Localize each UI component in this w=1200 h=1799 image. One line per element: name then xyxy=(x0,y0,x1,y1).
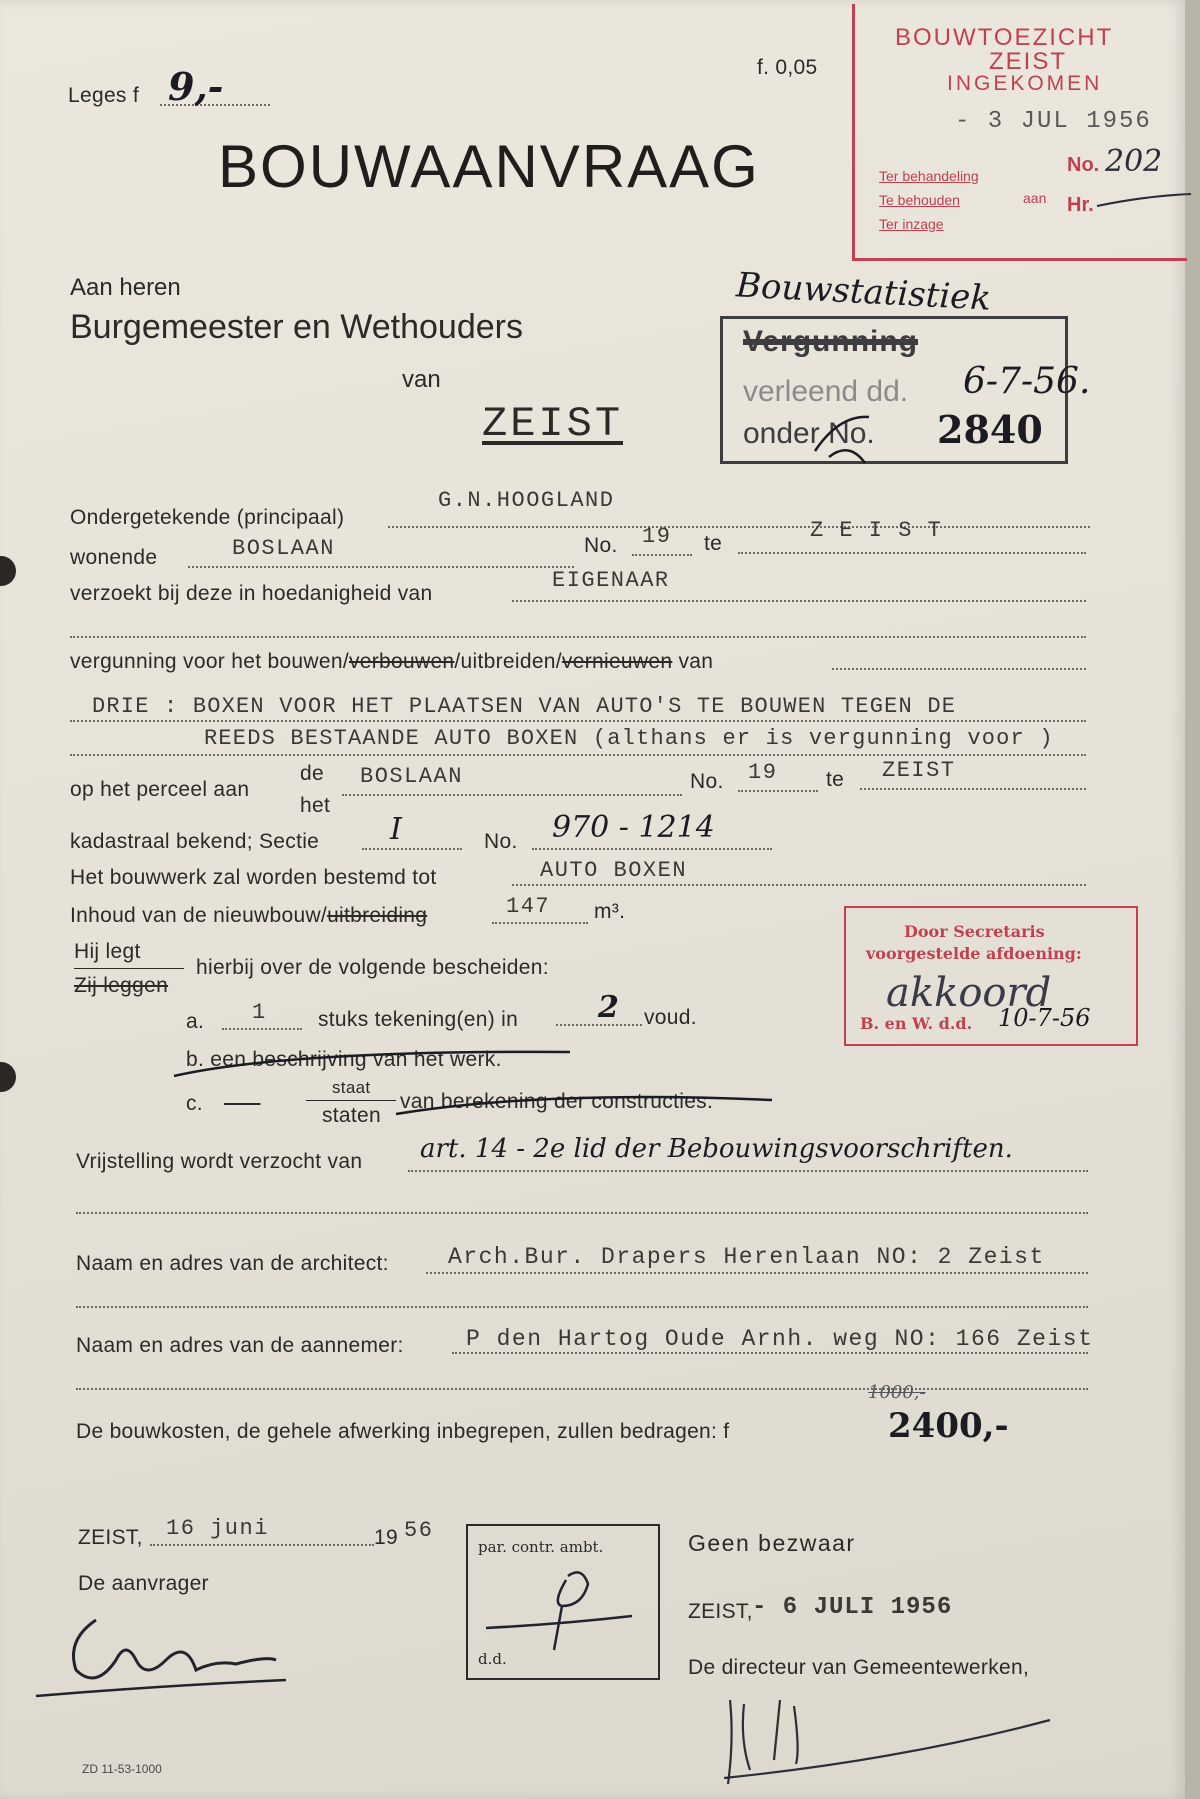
dotted-line xyxy=(532,848,772,850)
dotted-line xyxy=(70,754,1086,756)
dotted-line xyxy=(738,552,1086,554)
doc-c-strike xyxy=(392,1084,792,1124)
aan-label: aan xyxy=(1023,190,1047,206)
doc-a-text: stuks tekening(en) in xyxy=(318,1008,519,1031)
permit-onder-label: onder No. xyxy=(743,417,875,450)
leges-value: 9,- xyxy=(168,64,224,109)
volume-value: 147 xyxy=(506,894,551,919)
zij-leggen: Zij leggen xyxy=(74,974,169,997)
doc-a-letter: a. xyxy=(186,1010,205,1033)
capacity-label: verzoekt bij deze in hoedanigheid van xyxy=(70,582,433,605)
doc-c-staat: staat xyxy=(332,1078,371,1097)
parcel-street: BOSLAAN xyxy=(360,764,463,789)
documents-intro: hierbij over de volgende bescheiden: xyxy=(196,956,549,979)
page-title: BOUWAANVRAAG xyxy=(218,133,760,200)
dotted-line xyxy=(222,1028,302,1030)
description-line-2: REEDS BESTAANDE AUTO BOXEN (althans er is vergunning voor ) xyxy=(204,726,1054,751)
costs-value: 2400,- xyxy=(888,1406,1009,1446)
dotted-line xyxy=(342,794,682,796)
doc-a-count: 1 xyxy=(252,1000,267,1025)
dotted-line xyxy=(76,1306,1088,1308)
signature-date: 16 juni xyxy=(166,1516,269,1541)
control-box-title: par. contr. ambt. xyxy=(478,1538,604,1556)
permit-verleend-value: 6-7-56. xyxy=(963,361,1091,402)
doc-c-text: van berekening der constructies. xyxy=(400,1090,714,1113)
received-no-label: No. xyxy=(1067,154,1100,176)
architect-label: Naam en adres van de architect: xyxy=(76,1252,389,1275)
dotted-line xyxy=(452,1352,1088,1354)
geen-bezwaar: Geen bezwaar xyxy=(688,1530,856,1556)
received-stamp-line-1: BOUWTOEZICHT xyxy=(895,24,1114,51)
approval-place: ZEIST, xyxy=(688,1600,753,1623)
permit-onder-value: 2840 xyxy=(937,407,1043,452)
form-code: ZD 11-53-1000 xyxy=(82,1762,162,1776)
applicant-signature xyxy=(36,1600,296,1710)
punch-hole xyxy=(0,556,16,586)
parcel-de: de xyxy=(300,762,324,785)
secretary-line-2: voorgestelde afdoening: xyxy=(866,944,1082,963)
dotted-line xyxy=(512,600,1086,602)
applicant-sign-label: De aanvrager xyxy=(78,1572,209,1595)
fraction-line xyxy=(306,1100,396,1101)
addressee-line-3: van xyxy=(402,366,441,393)
dotted-line xyxy=(388,526,1090,528)
received-hr-label: Hr. xyxy=(1067,194,1094,216)
secretary-handwritten: akkoord xyxy=(886,970,1052,1016)
punch-hole xyxy=(0,1062,16,1092)
dotted-line xyxy=(632,554,692,556)
signature-year-prefix: 19 xyxy=(374,1526,398,1549)
wonende-value: BOSLAAN xyxy=(232,536,335,561)
addressee-line-1: Aan heren xyxy=(70,274,181,301)
dotted-line xyxy=(70,636,1086,638)
dotted-line xyxy=(408,1170,1088,1172)
municipality: ZEIST xyxy=(482,400,624,448)
received-date: - 3 JUL 1956 xyxy=(955,108,1152,135)
permit-hand-stroke xyxy=(809,407,889,467)
permit-handwritten-note: Bouwstatistiek xyxy=(735,265,992,319)
doc-c-dash: ----- xyxy=(224,1092,261,1115)
costs-label: De bouwkosten, de gehele afwerking inbegrepen, zullen bedragen: f xyxy=(76,1420,730,1443)
dotted-line xyxy=(188,566,574,568)
doc-b-strike xyxy=(170,1040,590,1080)
parcel-no-label: No. xyxy=(690,770,724,793)
costs-old-value: 1000,- xyxy=(868,1382,926,1403)
dotted-line xyxy=(70,720,1086,722)
dotted-line xyxy=(832,668,1086,670)
parcel-label: op het perceel aan xyxy=(70,778,250,801)
permit-verleend-label: verleend dd. xyxy=(743,375,909,408)
dotted-line xyxy=(76,1212,1088,1214)
signature-place: ZEIST, xyxy=(78,1526,143,1549)
doc-a-fold: 2 xyxy=(598,990,619,1025)
dotted-line xyxy=(362,848,462,850)
dotted-line xyxy=(150,1544,374,1546)
capacity-value: EIGENAAR xyxy=(552,568,670,593)
addressee-line-2: Burgemeester en Wethouders xyxy=(70,308,523,346)
secretary-line-1: Door Secretaris xyxy=(904,922,1045,941)
received-stamp xyxy=(852,4,1187,261)
ter-inzage: Ter inzage xyxy=(879,216,944,232)
applicant-label: Ondergetekende (principaal) xyxy=(70,506,345,529)
dotted-line xyxy=(426,1272,1088,1274)
received-stamp-line-2: ZEIST xyxy=(989,48,1068,75)
description-line-1: DRIE : BOXEN VOOR HET PLAATSEN VAN AUTO'S TE BOUWEN TEGEN DE xyxy=(92,694,957,719)
dotted-line xyxy=(738,790,818,792)
parcel-te-value: ZEIST xyxy=(882,758,956,783)
director-signature xyxy=(720,1660,1080,1790)
applicant-name: G.N.HOOGLAND xyxy=(438,488,615,513)
parcel-het: het xyxy=(300,794,331,817)
permit-stamp xyxy=(720,316,1091,464)
exemption-value: art. 14 - 2e lid der Bebouwingsvoorschriften. xyxy=(420,1134,1013,1164)
hr-handwritten-stroke xyxy=(1095,190,1195,210)
hij-legt: Hij legt xyxy=(74,940,141,963)
permit-request-label: vergunning voor het bouwen/verbouwen/uitbreiden/vernieuwen van xyxy=(70,650,714,673)
doc-a-unit: voud. xyxy=(644,1006,697,1029)
house-no-value: 19 xyxy=(642,524,672,549)
control-box-signature xyxy=(482,1566,642,1656)
cadastral-label: kadastraal bekend; Sectie xyxy=(70,830,320,853)
wonende-label: wonende xyxy=(70,546,158,569)
signature-year-suffix: 56 xyxy=(404,1518,434,1543)
control-box xyxy=(466,1524,660,1680)
dotted-line xyxy=(860,788,1086,790)
te-label: te xyxy=(704,532,723,555)
dotted-line xyxy=(492,922,588,924)
purpose-label: Het bouwwerk zal worden bestemd tot xyxy=(70,866,437,889)
contractor-label: Naam en adres van de aannemer: xyxy=(76,1334,404,1357)
control-box-dd: d.d. xyxy=(478,1650,507,1668)
te-value: Z E I S T xyxy=(810,518,943,543)
architect-value: Arch.Bur. Drapers Herenlaan NO: 2 Zeist xyxy=(448,1244,1045,1270)
doc-b-text: b. een beschrijving van het werk. xyxy=(186,1048,502,1071)
parcel-te-label: te xyxy=(826,768,845,791)
received-stamp-line-3: INGEKOMEN xyxy=(947,72,1103,95)
ter-behandeling: Ter behandeling xyxy=(879,168,979,184)
cadastral-section: I xyxy=(390,812,402,847)
cadastral-no-label: No. xyxy=(484,830,518,853)
received-no-value: 202 xyxy=(1105,144,1163,179)
house-no-label: No. xyxy=(584,534,618,557)
leges-label: Leges f xyxy=(68,84,139,107)
doc-c-letter: c. xyxy=(186,1092,203,1115)
secretary-stamp xyxy=(844,906,1138,1046)
exemption-label: Vrijstelling wordt verzocht van xyxy=(76,1150,363,1173)
dotted-line xyxy=(512,884,1086,886)
contractor-value: P den Hartog Oude Arnh. weg NO: 166 Zeist xyxy=(466,1326,1094,1352)
doc-c-staten: staten xyxy=(322,1104,382,1127)
fraction-line xyxy=(74,968,184,969)
permit-stamp-crossed-line: Vergunning xyxy=(743,325,918,358)
te-behouden: Te behouden xyxy=(879,192,960,208)
dotted-line xyxy=(76,1388,1088,1390)
form-price: f. 0,05 xyxy=(757,56,818,79)
secretary-bw-label: B. en W. d.d. xyxy=(860,1014,973,1033)
approval-date: - 6 JULI 1956 xyxy=(752,1594,953,1621)
approval-director: De directeur van Gemeentewerken, xyxy=(688,1656,1030,1679)
cadastral-no-value: 970 - 1214 xyxy=(552,810,715,845)
purpose-value: AUTO BOXEN xyxy=(540,858,688,883)
volume-label: Inhoud van de nieuwbouw/uitbreiding xyxy=(70,904,428,927)
secretary-bw-value: 10-7-56 xyxy=(998,1004,1091,1032)
volume-unit: m³. xyxy=(594,900,626,923)
parcel-no-value: 19 xyxy=(748,760,778,785)
